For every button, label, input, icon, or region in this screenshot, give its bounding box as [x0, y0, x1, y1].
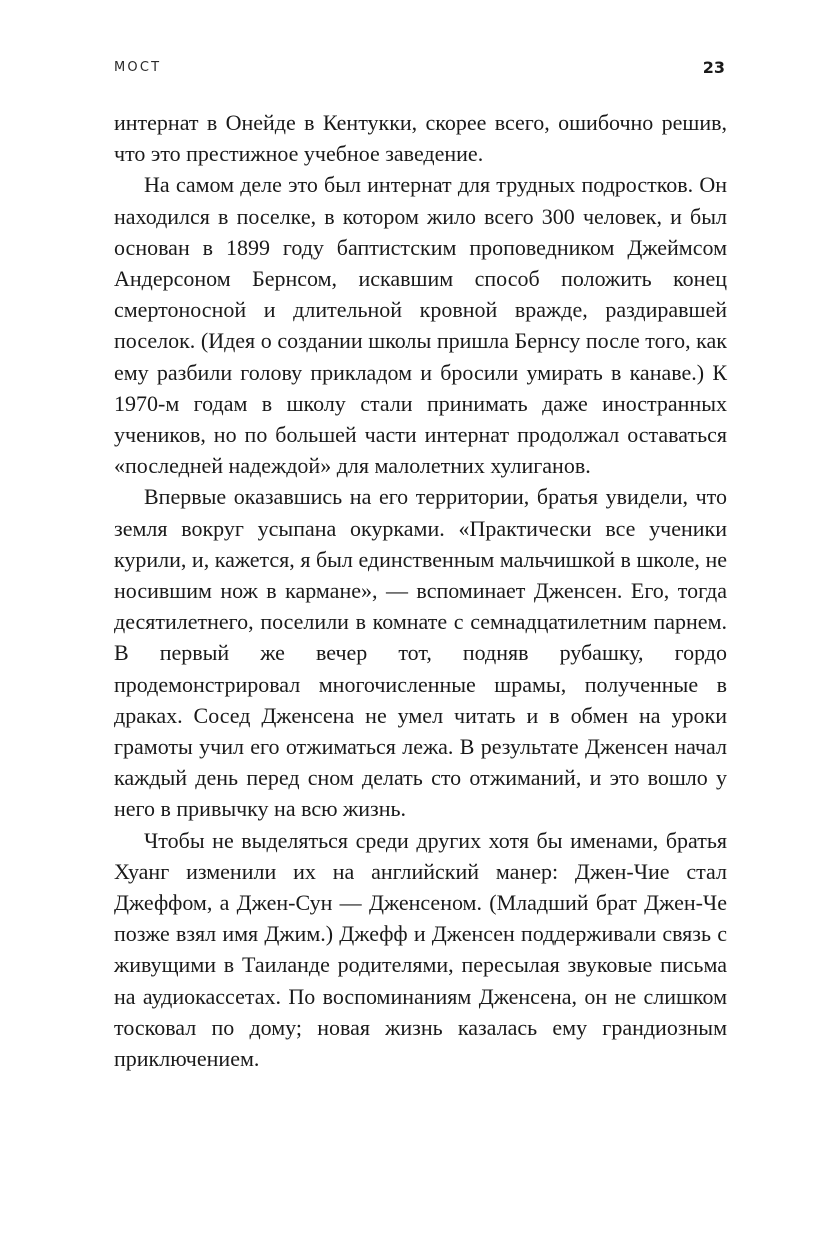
paragraph-3: Впервые оказавшись на его территории, братья увидели, что земля вокруг усыпана окурками. «Практически все ученики курили, и, кажется, я был единственным мальчишкой в школе, не носившим нож в кармане», — вспоминает Дженсен. Его, тогда десятилетнего, поселили в комнате с семнадцатилетним парнем. В первый же вечер тот, подняв рубашку, гордо продемонстрировал многочисленные шрамы, полученные в драках. Сосед Дженсена не умел читать и в обмен на уроки грамоты учил его отжиматься лежа. В результате Дженсен начал каждый день перед сном делать сто отжиманий, и это вошло у него в привычку на всю жизнь. [114, 484, 727, 822]
page-number: 23 [702, 58, 725, 77]
paragraph-1: интернат в Онейде в Кентукки, скорее всего, ошибочно решив, что это престижное учебное заведение. [114, 110, 727, 167]
paragraph-2: На самом деле это был интернат для трудных подростков. Он находился в поселке, в котором жило всего 300 человек, и был основан в 1899 году баптистским проповедником Джеймсом Андерсоном Бернсом, искавшим способ положить конец смертоносной и длительной кровной вражде, раздиравшей поселок. (Идея о создании школы пришла Бернсу после того, как ему разбили голову прикладом и бросили умирать в канаве.) К 1970-м годам в школу стали принимать даже иностранных учеников, но по большей части интернат продолжал оставаться «последней надеждой» для малолетних хулиганов. [114, 172, 727, 479]
body-text [114, 107, 727, 1074]
running-head: МОСТ [114, 60, 162, 75]
paragraph-4: Чтобы не выделяться среди других хотя бы именами, братья Хуанг изменили их на английский манер: Джен-Чие стал Джеффом, а Джен-Сун — Дженсеном. (Младший брат Джен-Че позже взял имя Джим.) Джефф и Дженсен поддерживали связь с живущими в Таиланде родителями, пересылая звуковые письма на аудиокассетах. По воспоминаниям Дженсена, он не слишком тосковал по дому; новая жизнь казалась ему грандиозным приключением. [114, 827, 727, 1072]
